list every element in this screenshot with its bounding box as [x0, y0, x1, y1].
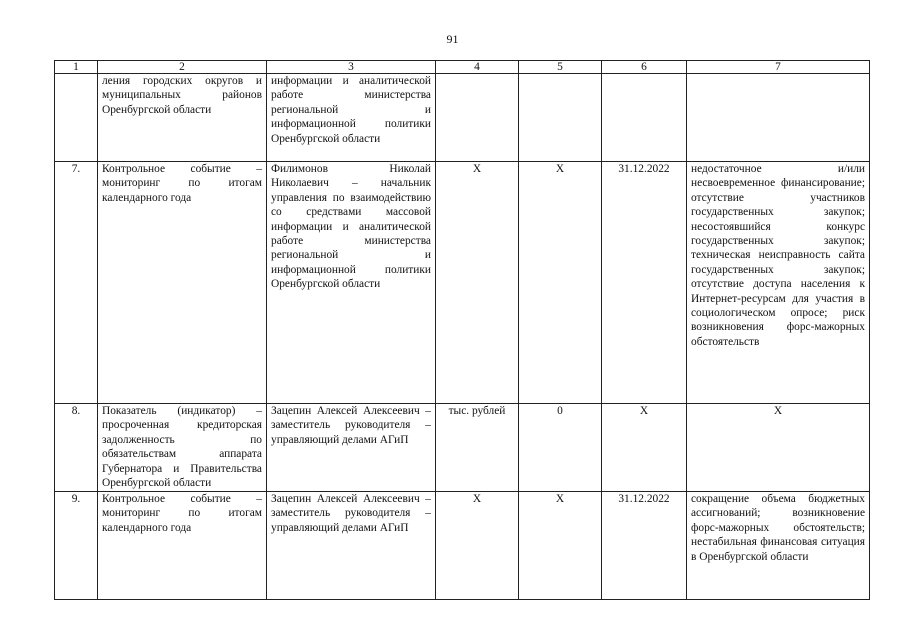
row-responsible: Зацепин Алексей Алексеевич – заместитель руководителя – управляющий делами АГиП: [267, 492, 436, 600]
row-date: X: [602, 404, 687, 492]
continuation-responsible-cell: информации и аналитической работе министерства региональной и информационной политики Оренбургской области: [267, 74, 436, 162]
row-number: 8.: [55, 404, 98, 492]
row-date: 31.12.2022: [602, 492, 687, 600]
row-unit: тыс. рублей: [436, 404, 519, 492]
row-risks: X: [687, 404, 870, 492]
row-date: 31.12.2022: [602, 162, 687, 404]
row-value: X: [519, 492, 602, 600]
row-value: X: [519, 162, 602, 404]
table-row: [55, 492, 870, 600]
header-row: [55, 61, 870, 74]
row-unit: X: [436, 162, 519, 404]
row-number: 9.: [55, 492, 98, 600]
row-name: Показатель (индикатор) – просроченная кредиторская задолженность по обязательствам аппарата Губернатора и Правительства Оренбургской области: [98, 404, 267, 492]
header-cell-7: 7: [687, 61, 870, 74]
row-responsible: Филимонов Николай Николаевич – начальник управления по взаимодействию со средствами массовой информации и аналитической работе министерства региональной и информационной политики Оренбургской области: [267, 162, 436, 404]
continuation-risks-cell: [687, 74, 870, 162]
row-value: 0: [519, 404, 602, 492]
table-row: [55, 162, 870, 404]
header-cell-6: 6: [602, 61, 687, 74]
header-cell-5: 5: [519, 61, 602, 74]
row-number: 7.: [55, 162, 98, 404]
row-name: Контрольное событие – мониторинг по итогам календарного года: [98, 492, 267, 600]
header-cell-1: 1: [55, 61, 98, 74]
header-cell-4: 4: [436, 61, 519, 74]
header-cell-2: 2: [98, 61, 267, 74]
continuation-unit-cell: [436, 74, 519, 162]
row-risks: недостаточное и/или несвоевременное финансирование; отсутствие участников государственных закупок; несостоявшийся конкурс государственных закупок; техническая неисправность сайта государственных закупок; отсутствие доступа населения к Интернет-ресурсам для участия в социологическом опросе; риск возникновения форс-мажорных обстоятельств: [687, 162, 870, 404]
continuation-value-cell: [519, 74, 602, 162]
continuation-row: [55, 74, 870, 162]
row-responsible: Зацепин Алексей Алексеевич – заместитель руководителя – управляющий делами АГиП: [267, 404, 436, 492]
table-row: [55, 404, 870, 492]
page-number: 91: [446, 32, 459, 46]
row-risks: сокращение объема бюджетных ассигнований; возникновение форс-мажорных обстоятельств; нестабильная финансовая ситуация в Оренбургской области: [687, 492, 870, 600]
continuation-date-cell: [602, 74, 687, 162]
header-cell-3: 3: [267, 61, 436, 74]
continuation-name-cell: ления городских округов и муниципальных районов Оренбургской области: [98, 74, 267, 162]
row-name: Контрольное событие – мониторинг по итогам календарного года: [98, 162, 267, 404]
measures-table: [54, 60, 870, 600]
row-unit: X: [436, 492, 519, 600]
continuation-num-cell: [55, 74, 98, 162]
